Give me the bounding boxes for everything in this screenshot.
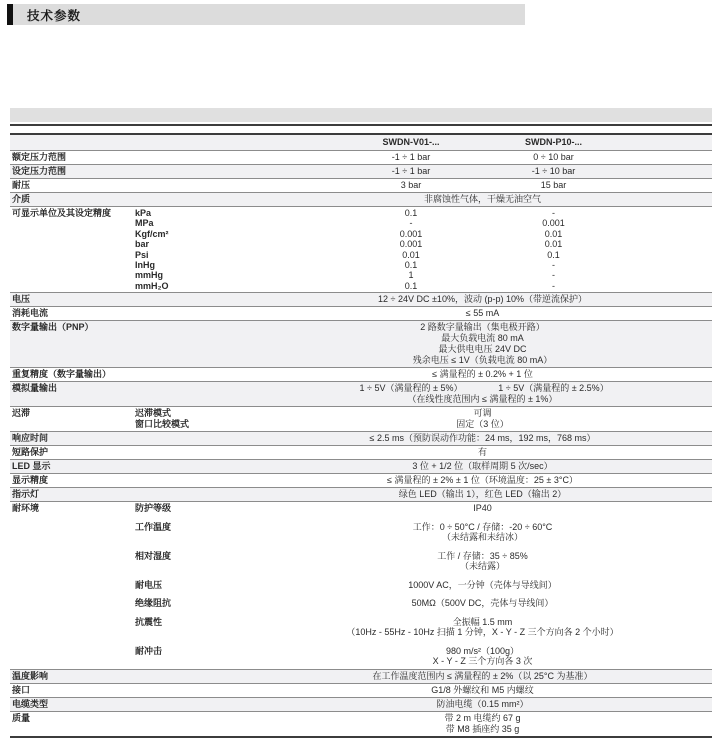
- unit-value-2: 0.001: [542, 218, 565, 229]
- col-header-model-1: SWDN-V01-...: [382, 137, 440, 147]
- value-line: 带 M8 插座约 35 g: [445, 723, 520, 734]
- value-line: （未结露）: [459, 561, 505, 572]
- value-line: 有: [477, 447, 487, 458]
- analog-values: [340, 383, 625, 405]
- value-line: 全振幅 1.5 mm: [452, 616, 513, 627]
- row-label: 设定压力范围: [12, 166, 67, 176]
- value-line: ≤ 满量程的 ± 0.2% + 1 位: [432, 369, 533, 380]
- group-value: [340, 617, 625, 638]
- table-row: [10, 501, 712, 669]
- row-value-span: （在线性度范围内 ≤ 满量程的 ± 1%）: [407, 394, 558, 405]
- value-line: 3 位 + 1/2 位（取样周期 5 次/sec）: [412, 461, 553, 472]
- group-label: 工作温度: [135, 521, 172, 532]
- row-label: 温度影响: [12, 670, 49, 681]
- row-value-1: -1 ÷ 1 bar: [391, 152, 431, 162]
- row-label: 介质: [12, 194, 31, 204]
- row-label: 响应时间: [12, 433, 49, 444]
- row-label: 模拟量输出: [12, 383, 58, 394]
- row-label: 重复精度（数字量输出）: [12, 369, 112, 380]
- value-line: 980 m/s²（100g）: [445, 645, 520, 656]
- row-value-2: -1 ÷ 10 bar: [531, 166, 576, 176]
- unit-name: mmHg: [135, 270, 164, 281]
- unit-line: [135, 250, 625, 260]
- row-value-span: [340, 194, 625, 205]
- row-label: 接口: [12, 684, 31, 695]
- unit-name: kPa: [135, 208, 152, 218]
- group-label: 相对湿度: [135, 550, 172, 561]
- row-label: 质量: [12, 712, 31, 723]
- value-line: 2 路数字量输出（集电极开路）: [420, 322, 545, 333]
- value-line: 工作 / 存储：35 ÷ 85%: [437, 550, 528, 561]
- group-label: 防护等级: [135, 503, 172, 514]
- row-value-span: [340, 699, 625, 710]
- row-value-1: 3 bar: [400, 180, 422, 190]
- unit-name: bar: [135, 239, 150, 250]
- unit-name: Kgf/cm²: [135, 228, 169, 239]
- table-row: [10, 406, 712, 431]
- group-label: 耐冲击: [135, 645, 163, 656]
- unit-value-2: -: [552, 208, 555, 218]
- value-line: ≤ 满量程的 ± 2% ± 1 位（环境温度：25 ± 3°C）: [387, 475, 578, 486]
- table-header-row: [10, 135, 712, 150]
- col-header-model-2: SWDN-P10-...: [524, 137, 582, 147]
- spec-table: [10, 133, 712, 738]
- group-label: 耐电压: [135, 579, 163, 590]
- table-row: [10, 459, 712, 473]
- table-row: [10, 206, 712, 292]
- section-band: [10, 108, 712, 122]
- row-value-span: [340, 685, 625, 696]
- unit-line: [135, 281, 625, 291]
- value-line: 带 2 m 电缆约 67 g: [444, 712, 521, 723]
- value-line: （未结露和未结冰）: [441, 532, 523, 543]
- row-label: 耐环境: [12, 503, 40, 514]
- table-row: [10, 320, 712, 367]
- group-value: [340, 598, 625, 609]
- row-value-2: 1 ÷ 5V（满量程的 ± 2.5%）: [498, 383, 609, 394]
- section-title-bar: [7, 4, 525, 25]
- section-band-rule: [10, 124, 712, 126]
- sub-line: [135, 419, 625, 430]
- unit-value-2: 0.01: [544, 239, 563, 250]
- table-row: [10, 487, 712, 501]
- unit-value-1: -: [409, 218, 413, 229]
- sub-value: 可调: [473, 408, 492, 419]
- row-value-span: [340, 322, 625, 366]
- group-line: [135, 503, 625, 514]
- units-list: [135, 208, 625, 291]
- page-title: 技术参数: [27, 8, 82, 23]
- unit-value-2: -: [552, 270, 555, 281]
- value-line: （10Hz - 55Hz - 10Hz 扫描 1 分钟，X - Y - Z 三个方向各 2 个小时）: [346, 627, 619, 638]
- row-label: 额定压力范围: [12, 152, 67, 162]
- group-value: [340, 646, 625, 667]
- table-row: [10, 669, 712, 683]
- table-row: [10, 164, 712, 178]
- unit-line: [135, 270, 625, 280]
- value-line: ≤ 2.5 ms（预防误动作功能：24 ms，192 ms，768 ms）: [369, 433, 596, 444]
- row-value-span: [340, 369, 625, 380]
- table-row: [10, 445, 712, 459]
- unit-line: [135, 260, 625, 270]
- unit-value-1: 1: [408, 270, 414, 281]
- table-row: [10, 381, 712, 406]
- unit-value-1: 0.001: [399, 239, 423, 250]
- value-line: 最大负载电流 80 mA: [441, 333, 524, 344]
- row-label: 耐压: [12, 180, 31, 190]
- unit-value-2: 0.1: [547, 249, 560, 260]
- value-line: 工作：0 ÷ 50°C / 存储：-20 ÷ 60°C: [412, 521, 553, 532]
- value-line: 12 ÷ 24V DC ±10%，波动 (p-p) 10%（带逆流保护）: [378, 294, 587, 305]
- group-line: [135, 580, 625, 591]
- value-line: 1000V AC，一分钟（壳体与导线间）: [408, 579, 557, 590]
- unit-name: Psi: [135, 249, 149, 260]
- unit-line: [135, 229, 625, 239]
- row-label: 显示精度: [12, 475, 49, 486]
- value-line: 残余电压 ≤ 1V（负载电流 80 mA）: [412, 355, 553, 366]
- table-row: [10, 697, 712, 711]
- row-value-2: 15 bar: [540, 180, 567, 190]
- unit-value-2: -: [552, 260, 555, 271]
- group-value: [340, 551, 625, 572]
- sub-label: 迟滞模式: [135, 408, 172, 419]
- unit-line: [135, 218, 625, 228]
- unit-name: MPa: [135, 218, 154, 229]
- group-line: [135, 522, 625, 543]
- value-line: 非腐蚀性气体，干燥无油空气: [423, 194, 541, 204]
- unit-value-1: 0.1: [404, 280, 418, 291]
- row-value-span: [340, 461, 625, 472]
- row-label: LED 显示: [12, 461, 51, 472]
- table-row: [10, 192, 712, 206]
- row-value-span: [340, 433, 625, 444]
- table-row: [10, 306, 712, 320]
- group-line: [135, 646, 625, 667]
- value-line: IP40: [473, 503, 492, 514]
- table-row: [10, 431, 712, 445]
- table-row: [10, 292, 712, 306]
- row-value-span: [340, 713, 625, 735]
- table-row: [10, 178, 712, 192]
- row-value-1: -1 ÷ 1 bar: [391, 166, 431, 176]
- unit-value-1: 0.01: [402, 249, 420, 260]
- row-label: 电压: [12, 294, 31, 305]
- row-value-span: [340, 294, 625, 305]
- value-line: X - Y - Z 三个方向各 3 次: [432, 656, 533, 667]
- value-line: 绿色 LED（输出 1），红色 LED（输出 2）: [398, 489, 567, 500]
- sub-list: [135, 408, 625, 430]
- value-line: 最大供电电压 24V DC: [438, 344, 527, 355]
- sub-label: 窗口比较模式: [135, 419, 190, 430]
- unit-value-1: 0.1: [404, 260, 418, 271]
- group-value: [340, 522, 625, 543]
- row-value-span: [340, 447, 625, 458]
- unit-value-1: 0.001: [399, 228, 423, 239]
- group-line: [135, 617, 625, 638]
- sub-value: 固定（3 位）: [456, 419, 509, 430]
- group-list: [135, 503, 625, 668]
- table-row: [10, 683, 712, 697]
- table-row: [10, 367, 712, 381]
- group-label: 绝缘阻抗: [135, 598, 172, 609]
- unit-value-2: -: [552, 280, 555, 291]
- group-line: [135, 598, 625, 609]
- unit-value-1: 0.1: [404, 208, 418, 218]
- value-line: 在工作温度范围内 ≤ 满量程的 ± 2%（以 25°C 为基准）: [372, 670, 593, 681]
- unit-value-2: 0.01: [544, 228, 563, 239]
- row-value-span: [340, 308, 625, 319]
- row-label: 迟滞: [12, 408, 31, 419]
- group-value: [340, 580, 625, 591]
- group-line: [135, 551, 625, 572]
- table-row: [10, 473, 712, 487]
- value-line: 50MΩ（500V DC，壳体与导线间）: [411, 598, 554, 609]
- value-line: 防油电缆（0.15 mm²）: [436, 698, 529, 709]
- unit-line: [135, 239, 625, 249]
- row-value-1: 1 ÷ 5V（满量程的 ± 5%）: [359, 383, 463, 394]
- row-value-span: [340, 671, 625, 682]
- value-line: ≤ 55 mA: [465, 308, 500, 319]
- group-value: [340, 503, 625, 514]
- unit-line: [135, 208, 625, 218]
- row-value-span: [340, 489, 625, 500]
- row-value-span: [340, 475, 625, 486]
- row-label: 数字量输出（PNP）: [12, 322, 94, 333]
- row-label: 短路保护: [12, 447, 49, 458]
- row-label: 电缆类型: [12, 698, 49, 709]
- unit-name: InHg: [135, 260, 155, 271]
- table-row: [10, 150, 712, 164]
- table-row: [10, 711, 712, 736]
- unit-name: mmH₂O: [135, 280, 169, 291]
- sub-line: [135, 408, 625, 419]
- row-label: 可显示单位及其设定精度: [12, 208, 112, 218]
- row-value-2: 0 ÷ 10 bar: [533, 152, 574, 162]
- value-line: G1/8 外螺纹和 M5 内螺纹: [431, 684, 534, 695]
- row-label: 消耗电流: [12, 308, 49, 319]
- analog-line-1: [340, 383, 625, 394]
- group-label: 抗震性: [135, 616, 163, 627]
- row-label: 指示灯: [12, 489, 40, 500]
